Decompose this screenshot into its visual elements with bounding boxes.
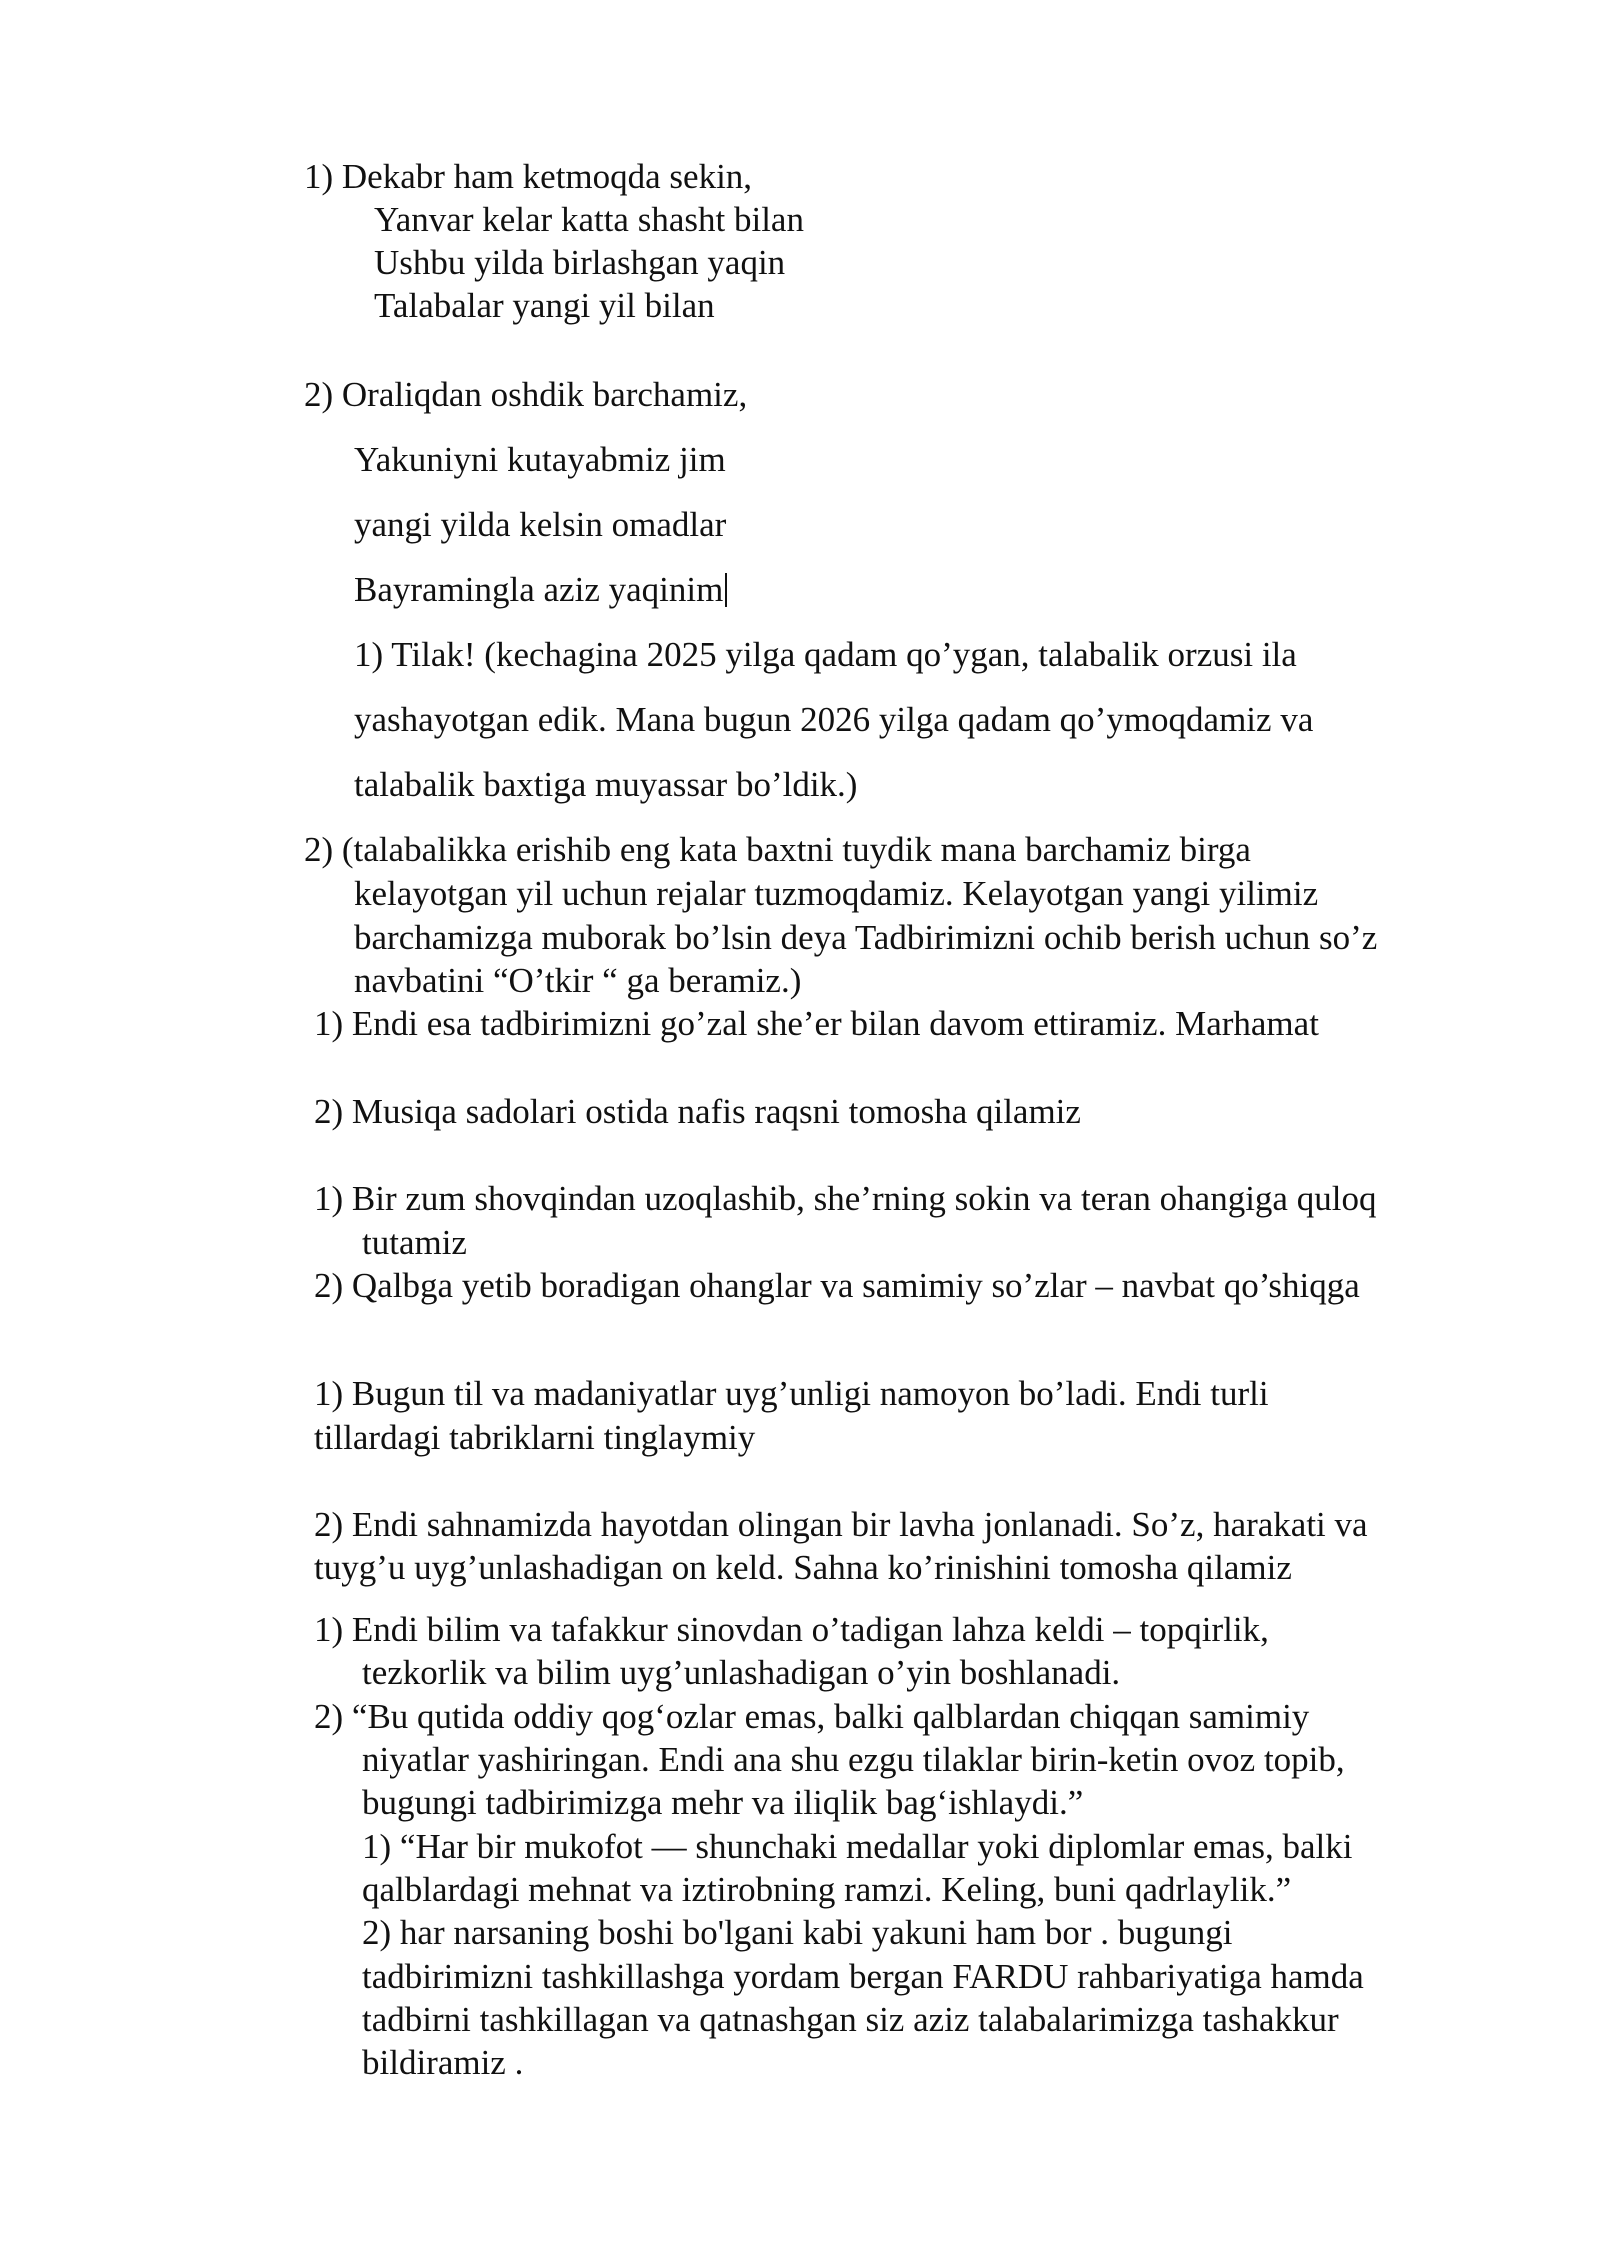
text-line: 1) Endi esa tadbirimizni go’zal she’er bilan davom ettiramiz. Marhamat — [314, 1004, 1319, 1043]
text-line: Bayramingla aziz yaqinim — [354, 570, 724, 609]
text-line: tadbirni tashkillagan va qatnashgan siz aziz talabalarimizga tashakkur — [362, 2000, 1339, 2039]
text-line: tutamiz — [362, 1223, 467, 1262]
text-line-with-cursor — [354, 572, 727, 607]
text-line: Ushbu yilda birlashgan yaqin — [374, 243, 786, 282]
text-line: 2) Qalbga yetib boradigan ohanglar va samimiy so’zlar – navbat qo’shiqga — [314, 1266, 1360, 1305]
text-line: 1) Tilak! (kechagina 2025 yilga qadam qo’ygan, talabalik orzusi ila — [354, 635, 1297, 674]
text-line: 2) Endi sahnamizda hayotdan olingan bir lavha jonlanadi. So’z, harakati va — [314, 1505, 1368, 1544]
text-line: yashayotgan edik. Mana bugun 2026 yilga qadam qo’ymoqdamiz va — [354, 700, 1314, 739]
text-line: 1) Bir zum shovqindan uzoqlashib, she’rning sokin va teran ohangiga quloq — [314, 1179, 1377, 1218]
text-line: barchamizga muborak bo’lsin deya Tadbirimizni ochib berish uchun so’z — [354, 918, 1378, 957]
text-line: 2) har narsaning boshi bo'lgani kabi yakuni ham bor . bugungi — [362, 1913, 1233, 1952]
text-line: 1) Endi bilim va tafakkur sinovdan o’tadigan lahza keldi – topqirlik, — [314, 1610, 1269, 1649]
text-line: tillardagi tabriklarni tinglaymiy — [314, 1418, 756, 1457]
text-line: navbatini “O’tkir “ ga beramiz.) — [354, 961, 802, 1000]
text-line: tezkorlik va bilim uyg’unlashadigan o’yin boshlanadi. — [362, 1653, 1121, 1692]
text-line: tadbirimizni tashkillashga yordam bergan FARDU rahbariyatiga hamda — [362, 1957, 1364, 1996]
text-line: 2) “Bu qutida oddiy qog‘ozlar emas, balki qalblardan chiqqan samimiy — [314, 1697, 1310, 1736]
text-line: qalblardagi mehnat va iztirobning ramzi. Keling, buni qadrlaylik.” — [362, 1870, 1292, 1909]
text-line: tuyg’u uyg’unlashadigan on keld. Sahna ko’rinishini tomosha qilamiz — [314, 1548, 1292, 1587]
text-line: Yakuniyni kutayabmiz jim — [354, 440, 726, 479]
text-line: talabalik baxtiga muyassar bo’ldik.) — [354, 765, 858, 804]
text-line: 1) Bugun til va madaniyatlar uyg’unligi namoyon bo’ladi. Endi turli — [314, 1374, 1269, 1413]
text-line: yangi yilda kelsin omadlar — [354, 505, 727, 544]
text-line: 1) Dekabr ham ketmoqda sekin, — [304, 157, 753, 196]
text-line: 2) Oraliqdan oshdik barchamiz, — [304, 375, 748, 414]
text-line: 2) Musiqa sadolari ostida nafis raqsni tomosha qilamiz — [314, 1092, 1081, 1131]
text-line: kelayotgan yil uchun rejalar tuzmoqdamiz. Kelayotgan yangi yilimiz — [354, 874, 1319, 913]
text-line: Yanvar kelar katta shasht bilan — [374, 200, 804, 239]
text-line: bildiramiz . — [362, 2043, 524, 2082]
text-line: 2) (talabalikka erishib eng kata baxtni tuydik mana barchamiz birga — [304, 830, 1251, 869]
text-cursor — [725, 573, 727, 607]
text-line: Talabalar yangi yil bilan — [374, 286, 715, 325]
text-line: bugungi tadbirimizga mehr va iliqlik bag‘ishlaydi.” — [362, 1783, 1084, 1822]
text-line: 1) “Har bir mukofot — shunchaki medallar yoki diplomlar emas, balki — [362, 1827, 1353, 1866]
text-line: niyatlar yashiringan. Endi ana shu ezgu tilaklar birin-ketin ovoz topib, — [362, 1740, 1345, 1779]
